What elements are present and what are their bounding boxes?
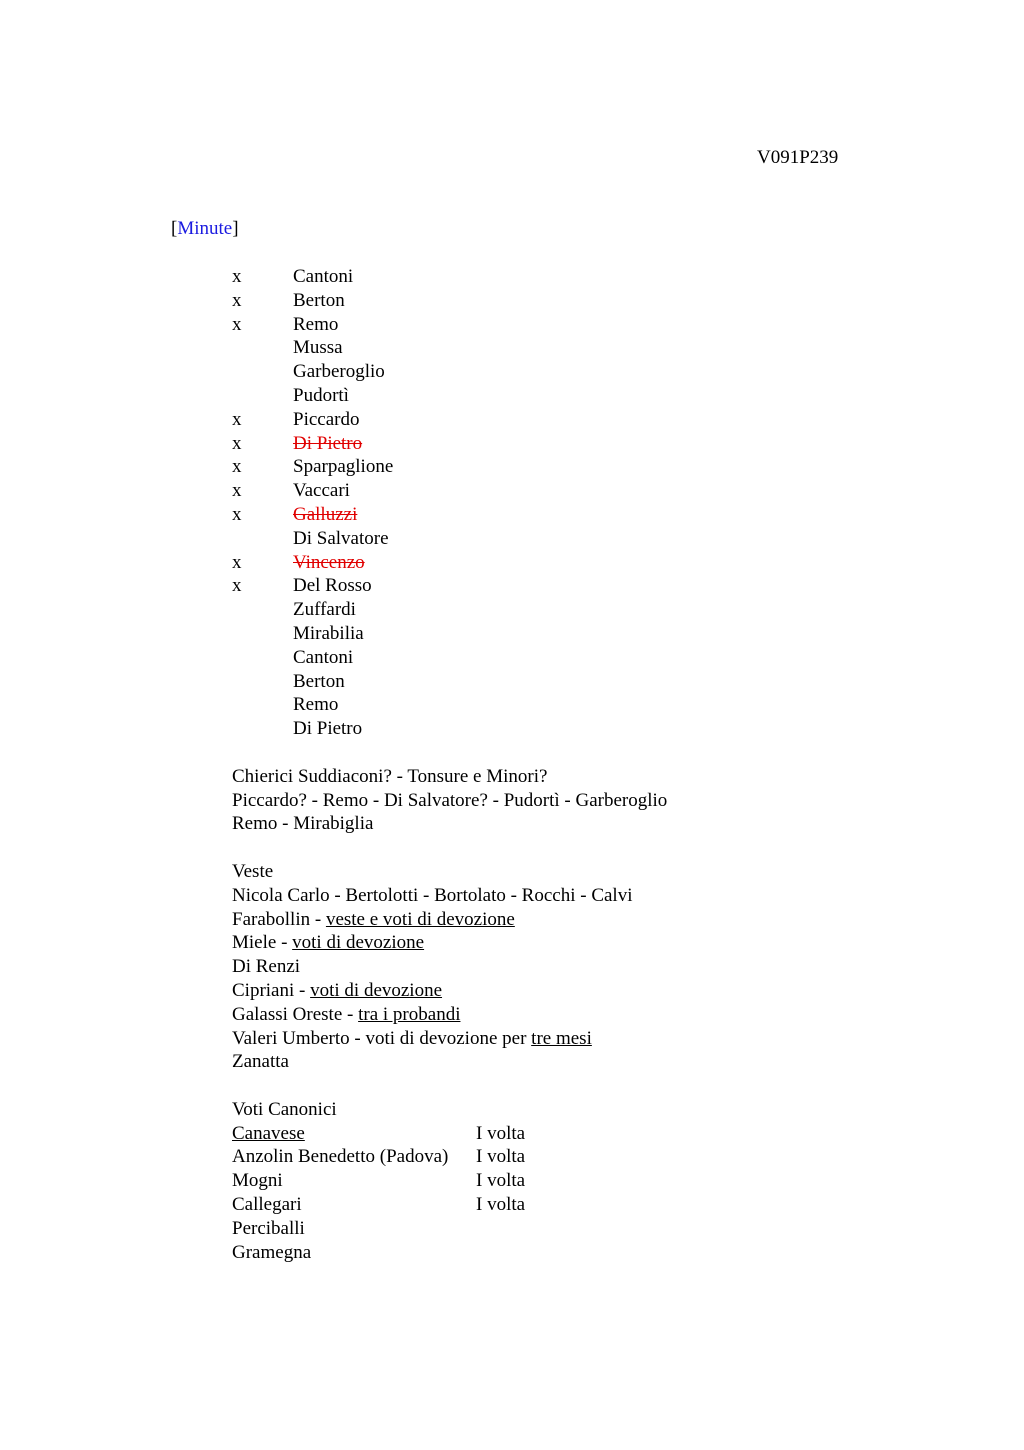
- person-name: Del Rosso: [293, 575, 372, 597]
- person-name: Mirabilia: [293, 622, 364, 644]
- list-item: [232, 551, 932, 575]
- clerics-note: Remo - Mirabiglia: [232, 813, 374, 835]
- list-item: [232, 670, 932, 694]
- check-mark: x: [232, 313, 242, 335]
- person-name: Di Pietro: [293, 718, 363, 740]
- veste-line: Nicola Carlo - Bertolotti - Bortolato - Rocchi - Calvi: [232, 884, 633, 906]
- check-mark: x: [232, 456, 242, 478]
- voti-name: Mogni: [232, 1170, 283, 1192]
- list-item: [232, 265, 932, 289]
- voti-name: Canavese: [232, 1122, 305, 1144]
- list-item: [232, 503, 932, 527]
- list-item: [232, 693, 932, 717]
- veste-name: Farabollin -: [232, 908, 326, 930]
- check-mark: x: [232, 480, 242, 502]
- veste-name: Valeri Umberto - voti di devozione per: [232, 1027, 532, 1049]
- struck-person-name: Di Pietro: [293, 432, 363, 454]
- underlined-note: tre mesi: [531, 1027, 592, 1049]
- minute-tag: Minute: [177, 218, 233, 239]
- voti-name: Callegari: [232, 1194, 302, 1216]
- open-bracket: [: [171, 218, 178, 239]
- veste-line: Di Renzi: [232, 956, 301, 978]
- clerics-heading: Chierici Suddiaconi? - Tonsure e Minori?: [232, 765, 548, 787]
- person-name: Zuffardi: [293, 599, 356, 621]
- person-name: Remo: [293, 694, 339, 716]
- list-item: [232, 527, 932, 551]
- voti-section: [232, 1098, 932, 1265]
- person-name: Cantoni: [293, 266, 354, 287]
- check-mark: x: [232, 432, 242, 454]
- underlined-note: voti di devozione: [292, 932, 425, 954]
- voti-count: I volta: [476, 1122, 526, 1144]
- list-item: [232, 360, 932, 384]
- person-name: Cantoni: [293, 646, 354, 668]
- veste-name: Cipriani -: [232, 979, 311, 1001]
- list-item: [232, 574, 932, 598]
- list-item: [232, 336, 932, 360]
- check-mark: x: [232, 266, 242, 287]
- check-mark: x: [232, 503, 242, 525]
- list-item: [232, 408, 932, 432]
- person-name: Berton: [293, 670, 345, 692]
- veste-line: [232, 931, 932, 955]
- clerics-section: [232, 765, 932, 836]
- list-item: [232, 432, 932, 456]
- veste-line: [232, 979, 932, 1003]
- veste-title: Veste: [232, 860, 274, 882]
- voti-row: [232, 1145, 932, 1169]
- underlined-note: voti di devozione: [310, 979, 443, 1001]
- document-type-header: [171, 217, 239, 241]
- spacer: [232, 1074, 932, 1098]
- person-name: Pudortì: [293, 384, 349, 406]
- voti-count: I volta: [476, 1170, 526, 1192]
- voti-count: I volta: [476, 1194, 526, 1216]
- voti-row: [232, 1193, 932, 1217]
- person-name: Di Salvatore: [293, 527, 389, 549]
- person-name: Remo: [293, 313, 339, 335]
- struck-person-name: Galluzzi: [293, 503, 358, 525]
- person-name: Sparpaglione: [293, 456, 394, 478]
- veste-line: [232, 1027, 932, 1051]
- list-item: [232, 313, 932, 337]
- person-name: Berton: [293, 289, 345, 311]
- main-content: [232, 265, 932, 1264]
- voti-name: Gramegna: [232, 1241, 312, 1263]
- list-item: [232, 646, 932, 670]
- veste-name: Miele -: [232, 932, 293, 954]
- spacer: [232, 836, 932, 860]
- veste-section: [232, 860, 932, 1074]
- list-item: [232, 384, 932, 408]
- clerics-candidates: Piccardo? - Remo - Di Salvatore? - Pudortì - Garberoglio: [232, 789, 668, 811]
- underlined-note: veste e voti di devozione: [325, 908, 515, 930]
- voti-row: [232, 1217, 932, 1241]
- voti-row: [232, 1122, 932, 1146]
- page-id: V091P239: [757, 147, 839, 168]
- list-item: [232, 289, 932, 313]
- voti-title: Voti Canonici: [232, 1098, 337, 1120]
- veste-line: [232, 908, 932, 932]
- veste-name: Galassi Oreste -: [232, 1003, 359, 1025]
- veste-line: [232, 1003, 932, 1027]
- list-item: [232, 717, 932, 741]
- list-item: [232, 455, 932, 479]
- veste-line: Zanatta: [232, 1051, 289, 1073]
- underlined-note: tra i probandi: [358, 1003, 461, 1025]
- list-item: [232, 598, 932, 622]
- person-name: Garberoglio: [293, 361, 385, 383]
- list-item: [232, 622, 932, 646]
- check-mark: x: [232, 551, 242, 573]
- person-name: Mussa: [293, 337, 343, 359]
- names-list: [232, 265, 932, 741]
- struck-person-name: Vincenzo: [293, 551, 365, 573]
- list-item: [232, 479, 932, 503]
- voti-row: [232, 1169, 932, 1193]
- spacer: [232, 741, 932, 765]
- voti-count: I volta: [476, 1146, 526, 1168]
- close-bracket: ]: [232, 218, 239, 239]
- check-mark: x: [232, 408, 242, 430]
- person-name: Vaccari: [293, 480, 350, 502]
- person-name: Piccardo: [293, 408, 360, 430]
- check-mark: x: [232, 289, 242, 311]
- voti-row: [232, 1241, 932, 1265]
- check-mark: x: [232, 575, 242, 597]
- voti-name: Perciballi: [232, 1217, 305, 1239]
- voti-name: Anzolin Benedetto (Padova): [232, 1146, 449, 1168]
